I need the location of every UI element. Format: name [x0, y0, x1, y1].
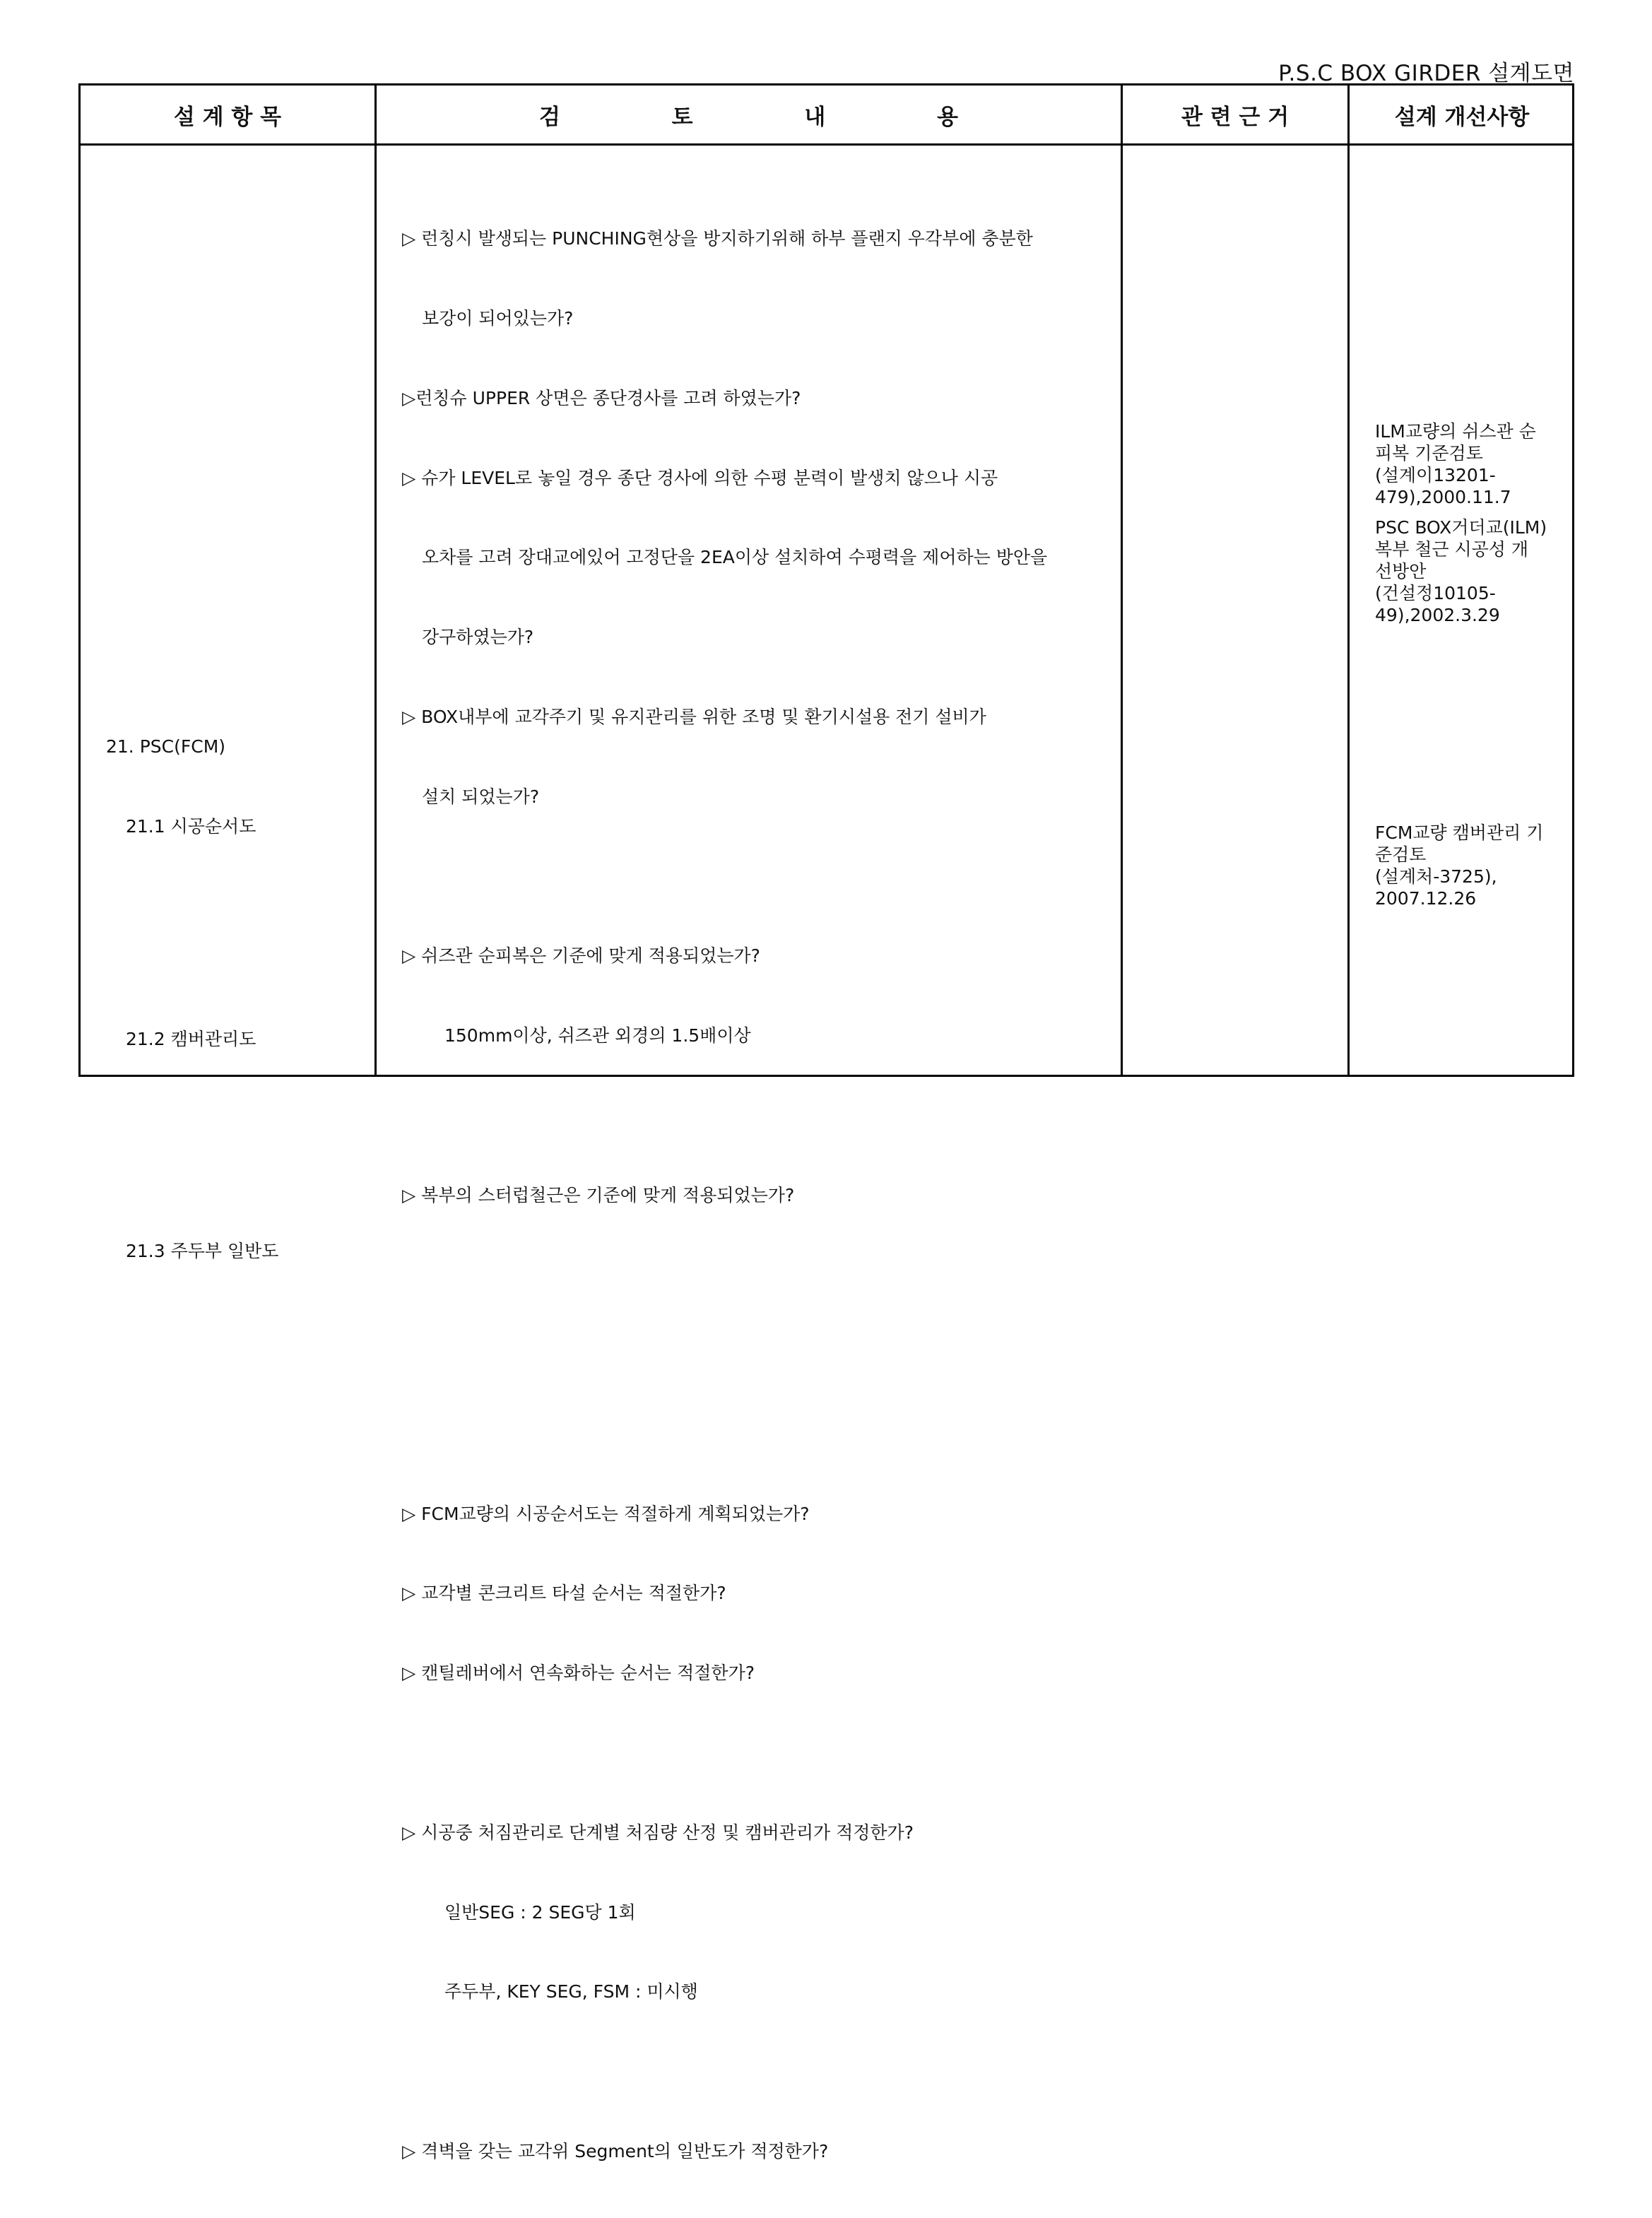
review-line: 일반SEG : 2 SEG당 1회	[444, 1901, 636, 1923]
review-line: 오차를 고려 장대교에있어 고정단을 2EA이상 설치하여 수평력을 제어하는 방안을	[422, 547, 1048, 568]
review-line: ▷런칭슈 UPPER 상면은 종단경사를 고려 하였는가?	[402, 387, 801, 408]
header-design-item: 설 계 항 목	[173, 104, 282, 130]
review-line: ▷ 시공중 처짐관리로 단계별 처짐량 산정 및 캠버관리가 적정한가?	[402, 1822, 914, 1843]
header-basis: 관 련 근 거	[1181, 104, 1290, 130]
design-item: 21.2 캠버관리도	[126, 1028, 256, 1049]
column-divider	[1121, 85, 1123, 1075]
review-line: 보강이 되어있는가?	[422, 307, 574, 329]
review-line: ▷ 복부의 스터럽철근은 기준에 맞게 적용되었는가?	[402, 1184, 795, 1205]
design-item: 21.1 시공순서도	[126, 815, 256, 837]
review-line: 150mm이상, 쉬즈관 외경의 1.5배이상	[444, 1025, 751, 1046]
improvement-note: FCM교량 캠버관리 기 준검토 (설계처-3725), 2007.12.26	[1375, 822, 1544, 909]
review-line: ▷ 런칭시 발생되는 PUNCHING현상을 방지하기위해 하부 플랜지 우각부에 충분한	[402, 228, 1033, 249]
header-review-word: 토	[671, 104, 693, 130]
review-line: ▷ 캔틸레버에서 연속화하는 순서는 적절한가?	[402, 1663, 755, 1684]
review-content-list	[402, 172, 1047, 2218]
header-improvement: 설계 개선사항	[1394, 104, 1530, 130]
column-divider	[374, 85, 377, 1075]
review-line: ▷ FCM교량의 시공순서도는 적절하게 계획되었는가?	[402, 1503, 810, 1524]
design-item: 21.3 주두부 일반도	[126, 1241, 279, 1262]
column-divider	[1347, 85, 1350, 1075]
review-line: ▷ 격벽을 갖는 교각위 Segment의 일반도가 적정한가?	[402, 2140, 829, 2161]
review-line: ▷ 쉬즈관 순피복은 기준에 맞게 적용되었는가?	[402, 945, 760, 967]
design-item-list	[106, 680, 278, 1318]
document-title: P.S.C BOX GIRDER 설계도면	[1278, 61, 1574, 86]
header-review-content	[377, 85, 1121, 143]
review-line: ▷ 교각별 콘크리트 타설 순서는 적절한가?	[402, 1583, 726, 1604]
header-review-word: 내	[804, 104, 826, 130]
review-line: 주두부, KEY SEG, FSM : 미시행	[444, 1981, 698, 2002]
review-line: 강구하였는가?	[422, 627, 534, 648]
review-line: 설치 되었는가?	[422, 786, 540, 807]
header-review-word: 용	[937, 104, 958, 130]
improvement-note: PSC BOX거더교(ILM) 복부 철근 시공성 개 선방안 (건설정10105- 49),2002.3.29	[1375, 517, 1547, 625]
design-item: 21. PSC(FCM)	[106, 736, 226, 757]
review-line: ▷ 슈가 LEVEL로 놓일 경우 종단 경사에 의한 수평 분력이 발생치 않으나 시공	[402, 467, 998, 488]
improvement-note: ILM교량의 쉬스관 순 피복 기준검토 (설계이13201- 479),2000.11.7	[1375, 421, 1536, 507]
header-review-word: 검	[539, 104, 560, 130]
review-line: ▷ BOX내부에 교각주기 및 유지관리를 위한 조명 및 환기시설용 전기 설비가	[402, 706, 986, 727]
review-table	[78, 83, 1574, 2161]
